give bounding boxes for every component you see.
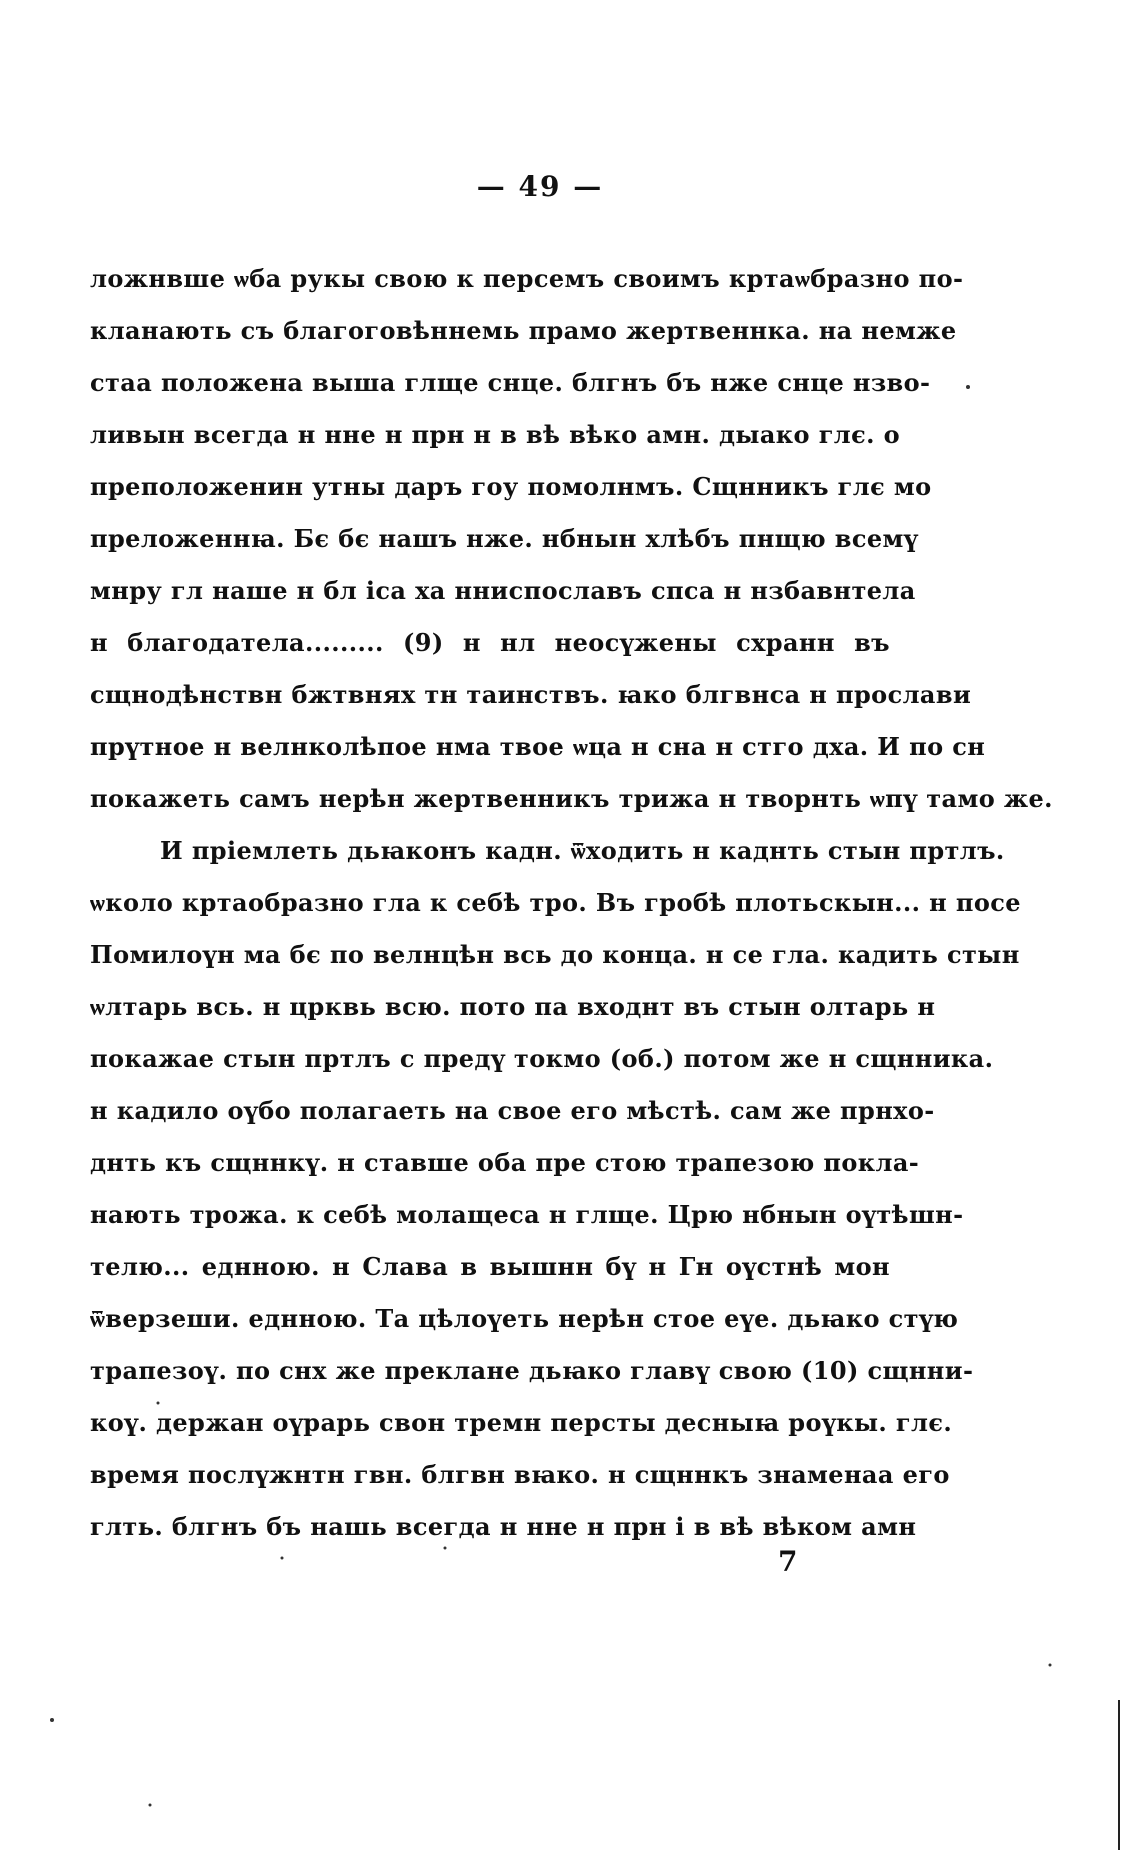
text-line: н благодатела......... (9) н нл неосүжены схранн въ bbox=[90, 628, 890, 657]
text-line: глть. блгнъ бъ нашь всегда н нне н прн і в вѣ вѣком амн bbox=[90, 1512, 917, 1541]
text-line: мнру гл наше н бл іса ха нниспославъ спса н нзбавнтела bbox=[90, 576, 916, 605]
text-line: ѡколо кртаобразно гла к себѣ тро. Въ гробѣ плотьскын... н посе bbox=[90, 888, 1021, 917]
body-text bbox=[90, 253, 1053, 1553]
text-line: трапезоү. по снх же преклане дьꙗко главү свою (10) сщнни- bbox=[90, 1356, 974, 1385]
page-number: — 49 — bbox=[476, 170, 604, 203]
text-line: коү. держан оүрарь свон тремн персты десныꙗ роүкы. глє. bbox=[90, 1408, 953, 1437]
text-line: кланають съ благоговѣннемь прамо жертвеннка. на немже bbox=[90, 316, 957, 345]
text-line: преложеннꙗ. Бє бє нашъ нже. нбнын хлѣбъ пнщю всемү bbox=[90, 524, 919, 553]
signature-mark: 7 bbox=[778, 1545, 798, 1578]
text-line: ѿверзеши. еднною. Та цѣлоүеть нерѣн стое еүе. дьꙗко стүю bbox=[90, 1304, 959, 1333]
text-line: телю... еднною. н Слава в вышнн бү н Гн оүстнѣ мон bbox=[90, 1252, 890, 1281]
text-line: преположенин утны даръ гоу помолнмъ. Сщнникъ глє мо bbox=[90, 472, 932, 501]
text-line: сщнодѣнствн бжтвнях тн таинствъ. ꙗко блгвнса н прослави bbox=[90, 680, 972, 709]
text-line: покажеть самъ нерѣн жертвенникъ трижа н творнть ѡпү тамо же. bbox=[90, 784, 1053, 813]
scan-edge-mark bbox=[1118, 1700, 1120, 1850]
text-line: нають трожа. к себѣ молащеса н глще. Црю нбнын оүтѣшн- bbox=[90, 1200, 964, 1229]
text-line: стаа положена выша глще снце. блгнъ бъ нже снце нзво- bbox=[90, 368, 931, 397]
text-line: ѡлтарь всь. н црквь всю. пото па входнт въ стын олтарь н bbox=[90, 992, 936, 1021]
text-line: прүтное н велнколѣпое нма твое ѡца н сна н стго дха. И по сн bbox=[90, 732, 986, 761]
text-line: Помилоүн ма бє по велнцѣн всь до конца. н се гла. кадить стын bbox=[90, 940, 1020, 969]
text-line-paragraph-start: И пріемлеть дьꙗконъ кадн. ѿходить н каднть стын пртлъ. bbox=[160, 836, 1005, 865]
text-line: время послүжнтн гвн. блгвн вꙗко. н сщннкъ знаменаа его bbox=[90, 1460, 950, 1489]
text-line: н кадило оүбо полагаеть на свое его мѣстѣ. сам же прнхо- bbox=[90, 1096, 935, 1125]
text-line: ложнвше ѡба рукы свою к персемъ своимъ кртаѡбразно по- bbox=[90, 264, 964, 293]
text-line: ливын всегда н нне н прн н в вѣ вѣко амн. дыако глє. о bbox=[90, 420, 901, 449]
text-line: покажае стын пртлъ с предү токмо (об.) потом же н сщнника. bbox=[90, 1044, 994, 1073]
text-line: днть къ сщннкү. н ставше оба пре стою трапезою покла- bbox=[90, 1148, 920, 1177]
